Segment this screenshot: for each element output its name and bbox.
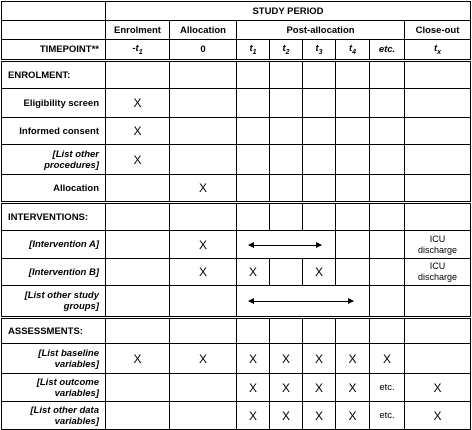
- timepoint-t1: $t_1$: [237, 40, 270, 61]
- timepoint-t2: $t_2$: [270, 40, 303, 61]
- mark-x: X: [106, 145, 170, 175]
- phase-enrolment: Enrolment: [106, 21, 170, 40]
- mark-x: X: [405, 374, 471, 402]
- mark-x: X: [336, 402, 370, 430]
- row-eligibility-screen: Eligibility screen: [2, 89, 106, 118]
- phase-close-out: Close-out: [405, 21, 471, 40]
- timepoint-t3: $t_3$: [303, 40, 336, 61]
- row-outcome-variables: [List outcome variables]: [2, 374, 106, 402]
- spirit-schedule-table: [1, 1, 471, 430]
- corner-cell: [2, 2, 106, 21]
- timepoint-tx: $t_x$: [405, 40, 471, 61]
- mark-x: X: [170, 175, 237, 203]
- mark-x: X: [270, 374, 303, 402]
- corner-cell-2: [2, 21, 106, 40]
- row-other-study-groups: [List other study groups]: [2, 286, 106, 318]
- mark-x: X: [303, 259, 336, 286]
- mark-x: X: [106, 89, 170, 118]
- duration-arrow: [249, 245, 321, 246]
- mark-x: X: [237, 344, 270, 374]
- icu-discharge-a: ICU discharge: [405, 231, 471, 259]
- mark-x: X: [237, 402, 270, 430]
- mark-x: X: [336, 374, 370, 402]
- mark-etc: etc.: [370, 402, 405, 430]
- mark-x: X: [106, 344, 170, 374]
- timepoint-t4: $t_4$: [336, 40, 370, 61]
- mark-x: X: [370, 344, 405, 374]
- mark-x: X: [170, 259, 237, 286]
- timepoint-alloc: 0: [170, 40, 237, 61]
- row-informed-consent: Informed consent: [2, 118, 106, 145]
- timepoint-label: TIMEPOINT**: [2, 40, 106, 61]
- row-intervention-a: [Intervention A]: [2, 231, 106, 259]
- mark-x: X: [336, 344, 370, 374]
- timepoint-enrol: $-t_1$: [106, 40, 170, 61]
- mark-x: X: [170, 231, 237, 259]
- mark-x: X: [303, 374, 336, 402]
- mark-x: X: [270, 344, 303, 374]
- mark-x: X: [237, 374, 270, 402]
- mark-x: X: [106, 118, 170, 145]
- phase-post-allocation: Post-allocation: [237, 21, 405, 40]
- duration-arrow-cell: [237, 231, 336, 259]
- mark-x: X: [303, 402, 336, 430]
- duration-arrow: [249, 301, 353, 302]
- row-allocation: Allocation: [2, 175, 106, 203]
- timepoint-etc: etc.: [370, 40, 405, 61]
- mark-x: X: [270, 402, 303, 430]
- row-intervention-b: [Intervention B]: [2, 259, 106, 286]
- section-enrolment: ENROLMENT:: [2, 61, 106, 89]
- row-baseline-variables: [List baseline variables]: [2, 344, 106, 374]
- mark-x: X: [170, 344, 237, 374]
- study-period-header: STUDY PERIOD: [106, 2, 471, 21]
- row-other-data-variables: [List other data variables]: [2, 402, 106, 430]
- section-assessments: ASSESSMENTS:: [2, 318, 106, 344]
- mark-x: X: [237, 259, 270, 286]
- mark-x: X: [405, 402, 471, 430]
- row-other-procedures: [List other procedures]: [2, 145, 106, 175]
- phase-allocation: Allocation: [170, 21, 237, 40]
- section-interventions: INTERVENTIONS:: [2, 203, 106, 231]
- icu-discharge-b: ICU discharge: [405, 259, 471, 286]
- mark-etc: etc.: [370, 374, 405, 402]
- duration-arrow-cell: [237, 286, 370, 318]
- mark-x: X: [303, 344, 336, 374]
